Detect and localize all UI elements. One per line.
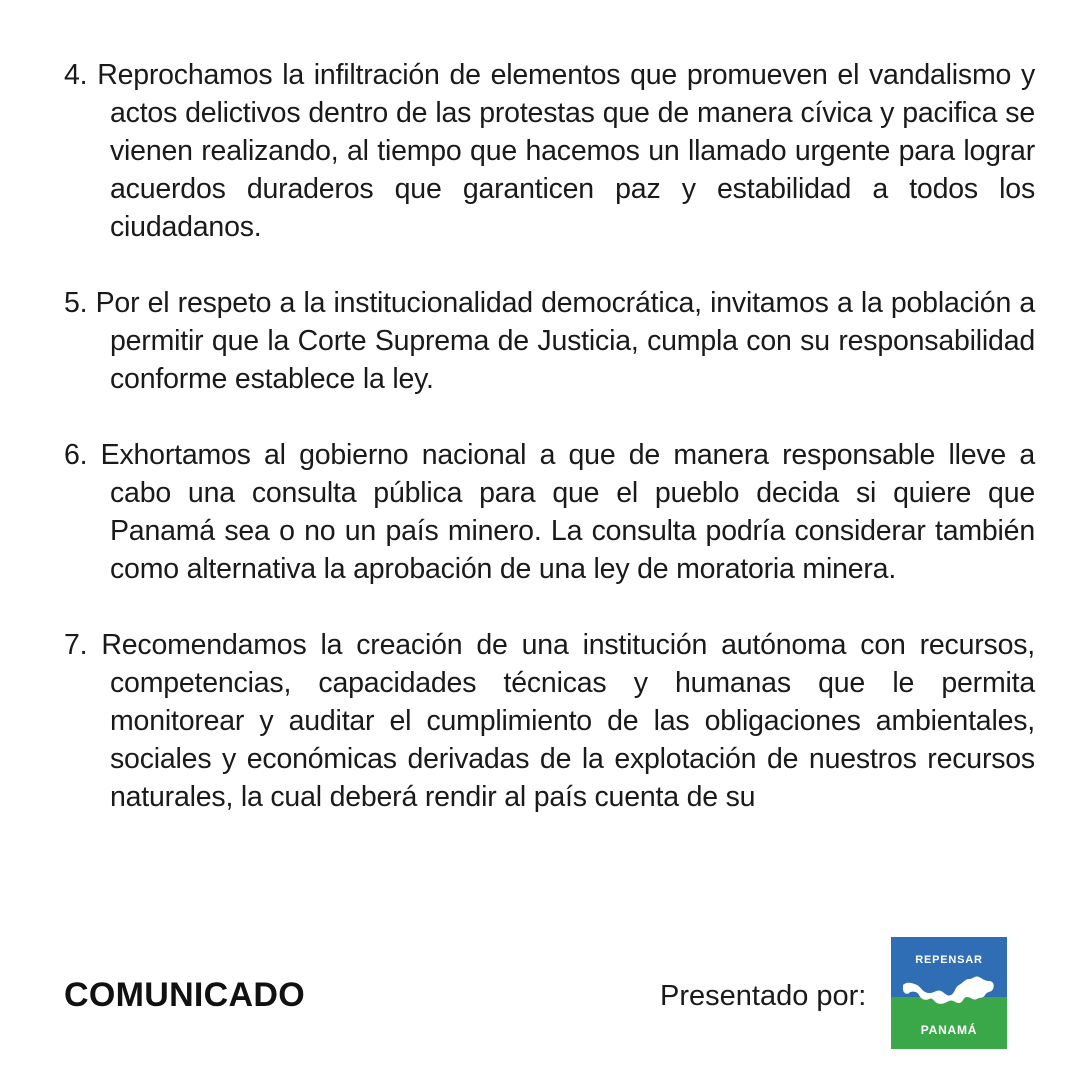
item-number: 4.: [64, 59, 88, 91]
repensar-panama-logo: [891, 937, 1007, 1049]
presented-by-label: Presentado por:: [660, 980, 867, 1012]
panama-map-icon: [899, 967, 999, 1011]
statement-body: [64, 56, 1035, 854]
item-text: Reprochamos la infiltración de elementos que promueven el vandalismo y actos delictivos dentro de las protestas que de manera cívica y pacifica se vienen realizando, al tiempo que hacemos un llamado urgente para lograr acuerdos duraderos que garanticen paz y estabilidad a todos los ciudadanos.: [97, 59, 1036, 243]
item-number: 6.: [64, 439, 88, 471]
list-item-4: [64, 56, 1035, 246]
item-number: 5.: [64, 287, 88, 319]
list-item-6: [64, 436, 1035, 588]
item-text: Exhortamos al gobierno nacional a que de manera responsable lleve a cabo una consulta pública para que el pueblo decida si quiere que Panamá sea o no un país minero. La consulta podría considerar también como alternativa la aprobación de una ley de moratoria minera.: [100, 439, 1035, 585]
item-number: 7.: [64, 629, 88, 661]
item-text: Recomendamos la creación de una institución autónoma con recursos, competencias, capacidades técnicas y humanas que le permita monitorear y auditar el cumplimiento de las obligaciones ambientales, sociales y económicas derivadas de la explotación de nuestros recursos naturales, la cual deberá rendir al país cuenta de su: [101, 629, 1036, 813]
list-item-7: [64, 626, 1035, 816]
logo-line1: REPENSAR: [915, 954, 983, 966]
document-title: COMUNICADO: [64, 976, 305, 1014]
item-text: Por el respeto a la institucionalidad democrática, invitamos a la población a permitir que la Corte Suprema de Justicia, cumpla con su responsabilidad conforme establece la ley.: [95, 287, 1035, 395]
logo-line2: PANAMÁ: [920, 1023, 978, 1037]
list-item-5: [64, 284, 1035, 398]
